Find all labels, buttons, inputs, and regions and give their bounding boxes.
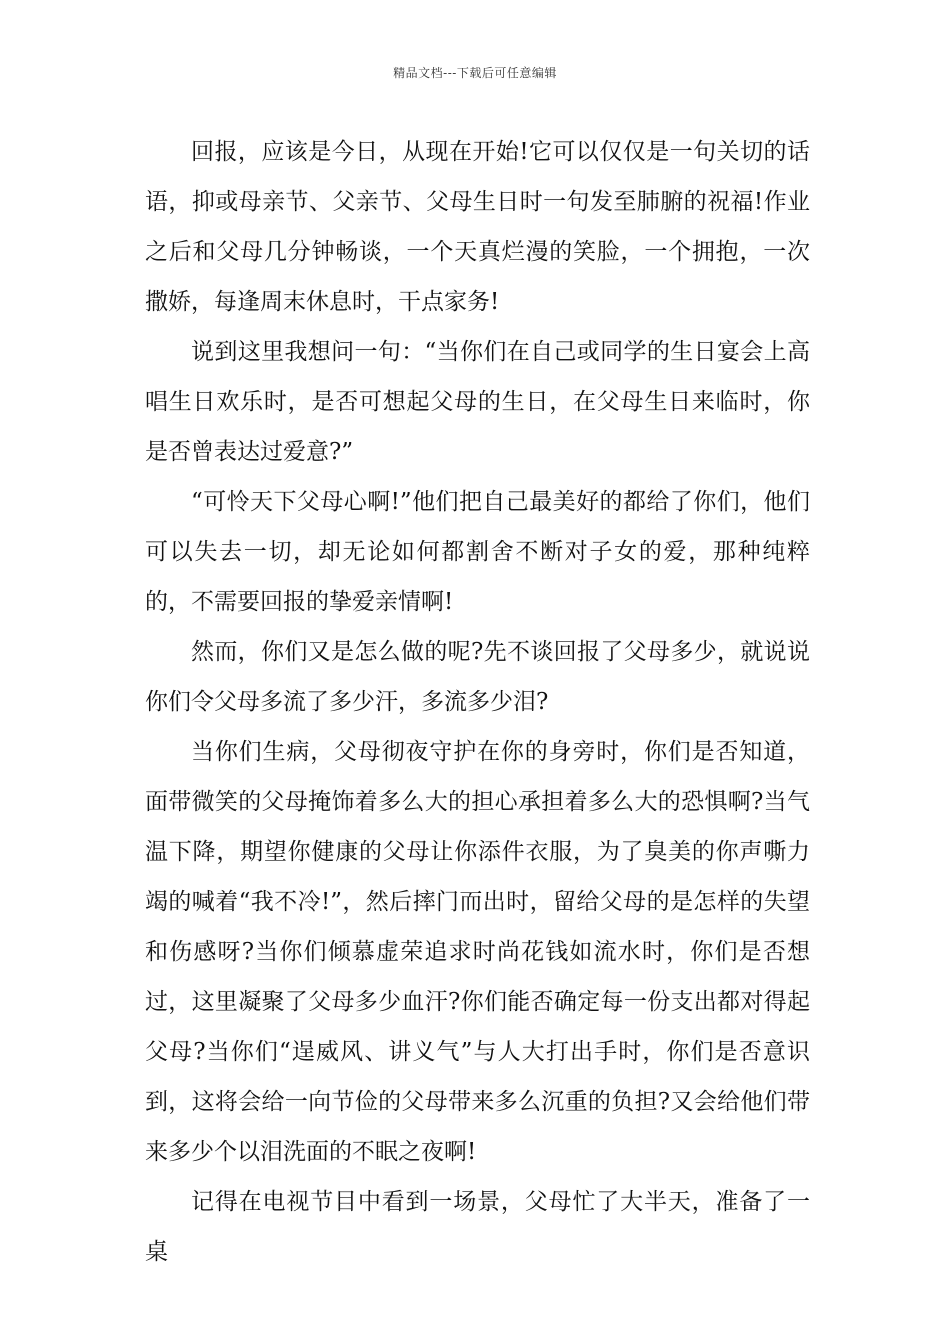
paragraph: 回报，应该是今日，从现在开始!它可以仅仅是一句关切的话语，抑或母亲节、父亲节、父母生日时一句发至肺腑的祝福!作业之后和父母几分钟畅谈，一个天真烂漫的笑脸，一个拥抱，一次撒娇，每逢周末休息时，干点家务! xyxy=(145,139,810,315)
page-header: 精品文档---下载后可任意编辑 xyxy=(393,66,557,80)
paragraph: 然而，你们又是怎么做的呢?先不谈回报了父母多少，就说说你们令父母多流了多少汗，多流多少泪? xyxy=(145,639,810,715)
paragraph: 当你们生病，父母彻夜守护在你的身旁时，你们是否知道，面带微笑的父母掩饰着多么大的担心承担着多么大的恐惧啊?当气温下降，期望你健康的父母让你添件衣服，为了臭美的你声嘶力竭的喊着“我不冷!”，然后摔门而出时，留给父母的是怎样的失望和伤感呀?当你们倾慕虚荣追求时尚花钱如流水时，你们是否想过，这里凝聚了父母多少血汗?你们能否确定每一份支出都对得起父母?当你们“逞威风、讲义气”与人大打出手时，你们是否意识到，这将会给一向节俭的父母带来多么沉重的负担?又会给他们带来多少个以泪洗面的不眠之夜啊! xyxy=(145,739,810,1165)
paragraph: 记得在电视节目中看到一场景，父母忙了大半天，准备了一桌 xyxy=(145,1189,810,1265)
paragraph: 说到这里我想问一句：“当你们在自己或同学的生日宴会上高唱生日欢乐时，是否可想起父母的生日，在父母生日来临时，你是否曾表达过爱意?” xyxy=(145,339,810,465)
paragraph: “可怜天下父母心啊!”他们把自己最美好的都给了你们，他们可以失去一切，却无论如何都割舍不断对子女的爱，那种纯粹的，不需要回报的挚爱亲情啊! xyxy=(145,489,810,615)
document-body xyxy=(145,127,810,1277)
